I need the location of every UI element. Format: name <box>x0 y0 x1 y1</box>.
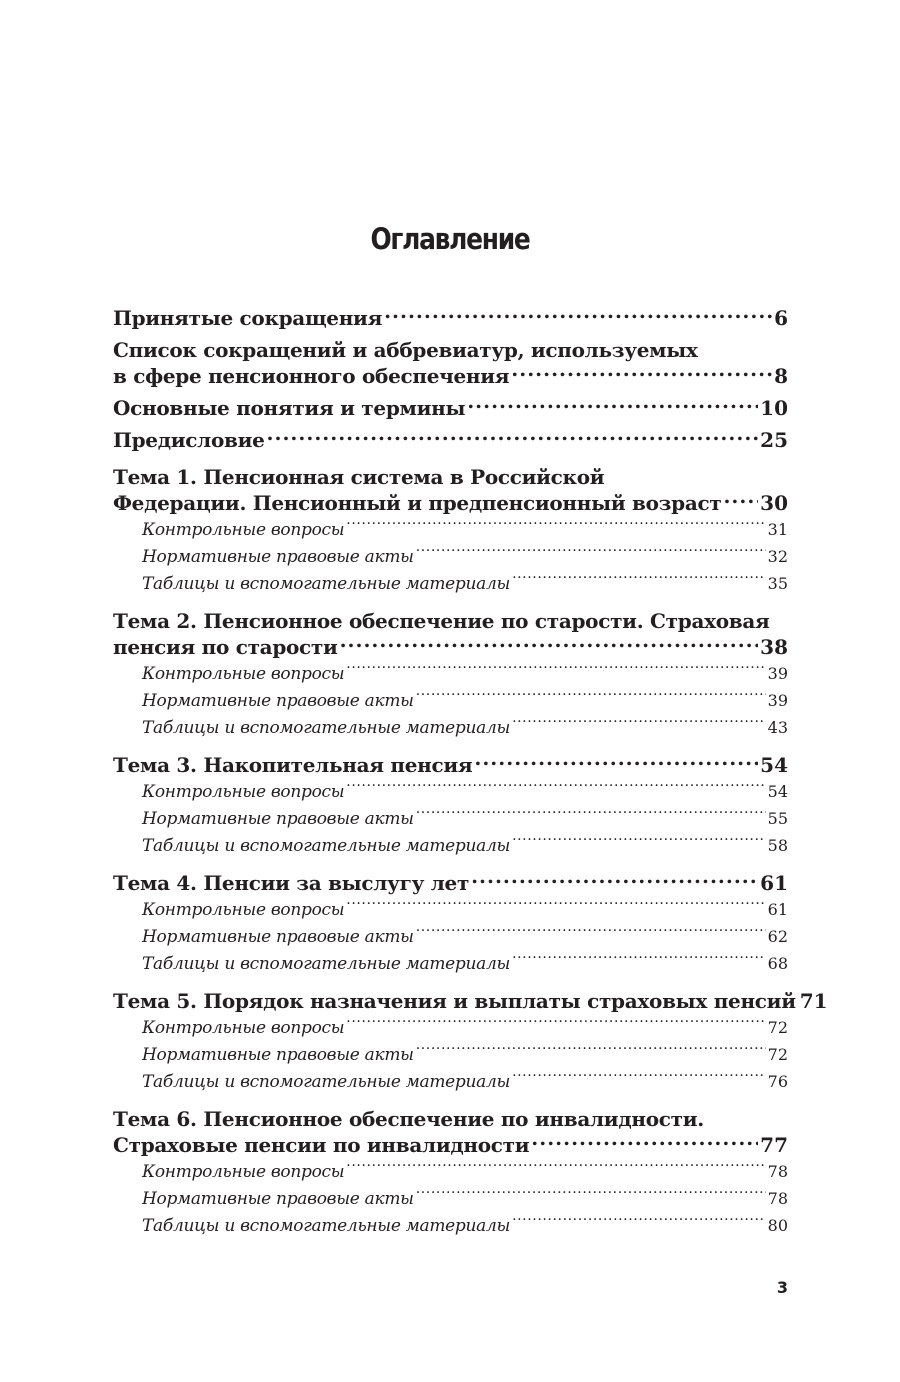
dot-leader <box>346 898 765 915</box>
toc-subentry[interactable] <box>113 660 788 687</box>
dot-leader <box>531 1132 758 1152</box>
toc-entry-title: Тема 6. Пенсионное обеспечение по инвалидности. <box>113 1107 704 1131</box>
toc-entry-title: Тема 5. Порядок назначения и выплаты страховых пенсий <box>113 989 796 1013</box>
toc-subentry-title: Нормативные правовые акты <box>142 809 414 829</box>
toc-subentry[interactable] <box>113 1068 788 1095</box>
toc-entry-title-line <box>113 305 788 331</box>
toc-subentry-title: Нормативные правовые акты <box>142 1045 414 1065</box>
toc-entry-title: Тема 1. Пенсионная система в Российской <box>113 465 605 489</box>
toc-entry-title: Тема 3. Накопительная пенсия <box>113 753 473 777</box>
toc-entry-title-line <box>113 988 828 1014</box>
toc-entry[interactable] <box>113 752 788 859</box>
toc-subentry-page: 32 <box>767 547 788 566</box>
toc-subentry-page: 78 <box>767 1162 788 1181</box>
toc-entry-title-line <box>113 870 788 896</box>
toc-subentry[interactable] <box>113 570 788 597</box>
toc-entry-title-line <box>113 752 788 778</box>
dot-leader <box>346 1160 765 1177</box>
dot-leader <box>512 1214 766 1231</box>
toc-entry-title: Основные понятия и термины <box>113 396 466 420</box>
dot-leader <box>416 689 766 706</box>
dot-leader <box>512 952 766 969</box>
toc-entry-title: в сфере пенсионного обеспечения <box>113 364 510 388</box>
dot-leader <box>512 716 766 733</box>
toc-subentry-page: 55 <box>767 809 788 828</box>
toc-entry-title: пенсия по старости <box>113 635 338 659</box>
toc-subentry-title: Таблицы и вспомогательные материалы <box>142 1072 511 1092</box>
toc-entry-title-line <box>113 395 788 421</box>
toc-subentry-title: Таблицы и вспомогательные материалы <box>142 1216 511 1236</box>
toc-entry-title-line-continued <box>113 464 788 490</box>
toc-subentry-page: 68 <box>767 954 788 973</box>
toc-subentry-title: Нормативные правовые акты <box>142 1189 414 1209</box>
toc-entry-page: 54 <box>760 753 788 777</box>
toc-subentry-title: Нормативные правовые акты <box>142 691 414 711</box>
toc-entry[interactable] <box>113 337 788 389</box>
dot-leader <box>512 834 766 851</box>
dot-leader <box>346 518 765 535</box>
toc-entry-title-line <box>113 490 788 516</box>
toc-entry-page: 6 <box>774 306 788 330</box>
dot-leader <box>723 490 758 510</box>
toc-entry[interactable] <box>113 427 788 453</box>
toc-subentry-title: Таблицы и вспомогательные материалы <box>142 574 511 594</box>
toc-entry-title-line <box>113 634 788 660</box>
toc-entry-title: Страховые пенсии по инвалидности <box>113 1133 530 1157</box>
toc-entry-page: 77 <box>760 1133 788 1157</box>
toc-entry[interactable] <box>113 305 788 331</box>
toc-subentry-page: 80 <box>767 1216 788 1235</box>
dot-leader <box>346 1016 765 1033</box>
toc-subentry-page: 35 <box>767 574 788 593</box>
toc-subentry-page: 39 <box>767 664 788 683</box>
toc-subentry[interactable] <box>113 950 788 977</box>
toc-entry[interactable] <box>113 395 788 421</box>
dot-leader <box>340 634 759 654</box>
toc-entry-page: 10 <box>760 396 788 420</box>
toc-subentry[interactable] <box>113 1014 788 1041</box>
toc-subentry[interactable] <box>113 1185 788 1212</box>
toc-subentry[interactable] <box>113 1041 788 1068</box>
dot-leader <box>416 1043 766 1060</box>
toc-entry[interactable] <box>113 988 828 1095</box>
toc-subentry-page: 58 <box>767 836 788 855</box>
toc-entry-title: Тема 4. Пенсии за выслугу лет <box>113 871 470 895</box>
toc-subentry[interactable] <box>113 778 788 805</box>
toc-entry-title: Федерации. Пенсионный и предпенсионный возраст <box>113 491 722 515</box>
toc-entry[interactable] <box>113 1106 788 1239</box>
toc-subentry[interactable] <box>113 1212 788 1239</box>
toc-entry-title: Предисловие <box>113 428 265 452</box>
dot-leader <box>511 363 772 383</box>
toc-subentry[interactable] <box>113 516 788 543</box>
toc-subentry[interactable] <box>113 687 788 714</box>
toc-entry-title-line <box>113 363 788 389</box>
toc-subentry[interactable] <box>113 896 788 923</box>
toc-entry[interactable] <box>113 608 788 741</box>
dot-leader <box>474 752 758 772</box>
dot-leader <box>512 1070 766 1087</box>
dot-leader <box>467 395 758 415</box>
dot-leader <box>346 780 765 797</box>
toc-subentry-title: Таблицы и вспомогательные материалы <box>142 954 511 974</box>
dot-leader <box>416 925 766 942</box>
dot-leader <box>267 427 759 447</box>
dot-leader <box>416 1187 766 1204</box>
table-of-contents <box>113 305 828 1239</box>
toc-entry-page: 61 <box>760 871 788 895</box>
toc-subentry-page: 31 <box>767 520 788 539</box>
toc-entry-title-line-continued <box>113 337 788 363</box>
toc-entry-title-line <box>113 427 788 453</box>
toc-subentry-title: Контрольные вопросы <box>142 1018 345 1038</box>
dot-leader <box>416 545 766 562</box>
dot-leader <box>416 807 766 824</box>
toc-subentry-page: 72 <box>767 1018 788 1037</box>
toc-entry-page: 38 <box>760 635 788 659</box>
dot-leader <box>512 572 766 589</box>
toc-subentry-title: Контрольные вопросы <box>142 900 345 920</box>
toc-entry-page: 30 <box>760 491 788 515</box>
toc-entry-title: Тема 2. Пенсионное обеспечение по старости. Страховая <box>113 609 770 633</box>
toc-entry-title: Принятые сокращения <box>113 306 383 330</box>
toc-subentry-page: 76 <box>767 1072 788 1091</box>
toc-entry-title: Список сокращений и аббревиатур, используемых <box>113 338 698 362</box>
toc-subentry-page: 62 <box>767 927 788 946</box>
toc-subentry-title: Таблицы и вспомогательные материалы <box>142 836 511 856</box>
toc-subentry-title: Контрольные вопросы <box>142 1162 345 1182</box>
toc-subentry-title: Контрольные вопросы <box>142 520 345 540</box>
toc-subentry[interactable] <box>113 543 788 570</box>
toc-entry-page: 8 <box>774 364 788 388</box>
toc-entry-page: 25 <box>760 428 788 452</box>
toc-subentry-title: Нормативные правовые акты <box>142 927 414 947</box>
toc-entry-title-line <box>113 1132 788 1158</box>
toc-subentry[interactable] <box>113 923 788 950</box>
toc-subentry-page: 39 <box>767 691 788 710</box>
toc-subentry[interactable] <box>113 805 788 832</box>
toc-subentry-page: 61 <box>767 900 788 919</box>
page-number: 3 <box>776 1278 788 1297</box>
toc-entry-page: 71 <box>799 989 828 1013</box>
toc-entry-title-line-continued <box>113 608 788 634</box>
page-title: Оглавление <box>370 222 530 256</box>
toc-subentry-page: 43 <box>767 718 788 737</box>
toc-subentry[interactable] <box>113 832 788 859</box>
toc-subentry-page: 54 <box>767 782 788 801</box>
toc-entry[interactable] <box>113 464 788 597</box>
toc-subentry-title: Таблицы и вспомогательные материалы <box>142 718 511 738</box>
dot-leader <box>384 305 772 325</box>
dot-leader <box>346 662 765 679</box>
toc-subentry-page: 78 <box>767 1189 788 1208</box>
toc-entry-title-line-continued <box>113 1106 788 1132</box>
toc-subentry-title: Контрольные вопросы <box>142 782 345 802</box>
toc-subentry-page: 72 <box>767 1045 788 1064</box>
toc-subentry-title: Нормативные правовые акты <box>142 547 414 567</box>
toc-subentry[interactable] <box>113 1158 788 1185</box>
toc-subentry[interactable] <box>113 714 788 741</box>
toc-subentry-title: Контрольные вопросы <box>142 664 345 684</box>
dot-leader <box>471 870 758 890</box>
toc-entry[interactable] <box>113 870 788 977</box>
